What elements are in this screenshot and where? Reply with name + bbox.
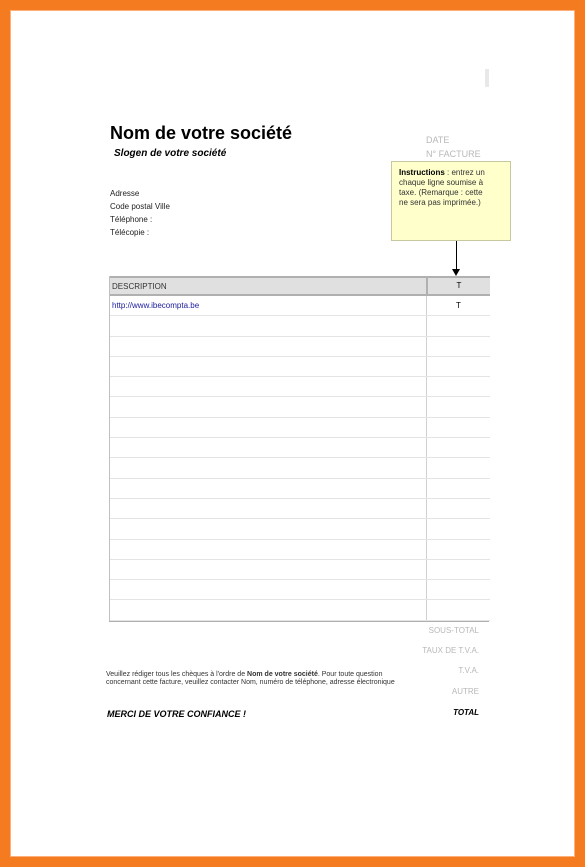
address-line: Adresse [110,189,140,198]
table-row [110,540,490,560]
tax-rate-label: TAUX DE T.V.A. [422,646,479,655]
invoice-page [10,10,575,857]
row-tax [426,438,490,457]
row-tax [426,499,490,518]
table-row [110,296,490,316]
row-tax [426,540,490,559]
row-tax [426,316,490,335]
payment-instructions [106,671,418,687]
company-slogan: Slogen de votre société [114,148,227,159]
company-name: Nom de votre société [110,123,293,143]
table-header [110,276,490,296]
note-title: Instructions [399,168,445,177]
table-row [110,479,490,499]
row-tax [426,458,490,477]
row-tax [426,377,490,396]
arrow-down-icon [452,269,460,276]
tax-label: T.V.A. [458,666,479,675]
row-tax [426,519,490,538]
address-line: Téléphone : [110,215,153,224]
table-row [110,438,490,458]
page-edge-marker [485,69,489,87]
invoice-number-label: N° FACTURE [426,149,481,159]
payment-text: . Pour toute question concernant cette facture, veuillez contacter Nom, numéro de téléphone, adresse électronique [106,671,395,686]
payment-company: Nom de votre société [247,671,318,678]
other-label: AUTRE [451,687,479,696]
row-tax [426,580,490,599]
note-line: chaque ligne soumise à [399,178,484,187]
note-line: ne sera pas imprimée.) [399,198,481,207]
thank-you-message: MERCI DE VOTRE CONFIANCE ! [107,709,247,719]
row-tax [426,479,490,498]
row-tax: T [426,296,490,315]
table-row [110,560,490,580]
total-label: TOTAL [453,708,479,717]
address-line: Télécopie : [110,228,150,237]
row-tax [426,397,490,416]
row-tax [426,600,490,619]
company-address [110,187,170,239]
instructions-note [391,161,511,241]
date-label: DATE [426,135,450,145]
table-row [110,580,490,600]
header-tax: T [426,278,490,294]
payment-text: Veuillez rédiger tous les chèques à l'ordre de [106,671,248,678]
table-row [110,600,490,620]
table-row [110,316,490,336]
table-row [110,418,490,438]
table-rows [110,296,490,621]
row-tax [426,560,490,579]
row-tax [426,418,490,437]
table-row [110,337,490,357]
header-description: DESCRIPTION [112,282,167,291]
note-arrow-line [456,241,457,271]
table-row [110,458,490,478]
row-description[interactable]: http://www.ibecompta.be [112,301,200,310]
table-row [110,377,490,397]
address-line: Code postal Ville [110,202,170,211]
table-row [110,397,490,417]
row-tax [426,337,490,356]
row-tax [426,357,490,376]
note-line: : entrez un [444,168,485,177]
table-row [110,357,490,377]
note-line: taxe. (Remarque : cette [399,188,483,197]
subtotal-label: SOUS-TOTAL [428,626,479,635]
table-row [110,499,490,519]
table-row [110,519,490,539]
items-table [109,276,490,621]
table-bottom-border [109,621,489,622]
